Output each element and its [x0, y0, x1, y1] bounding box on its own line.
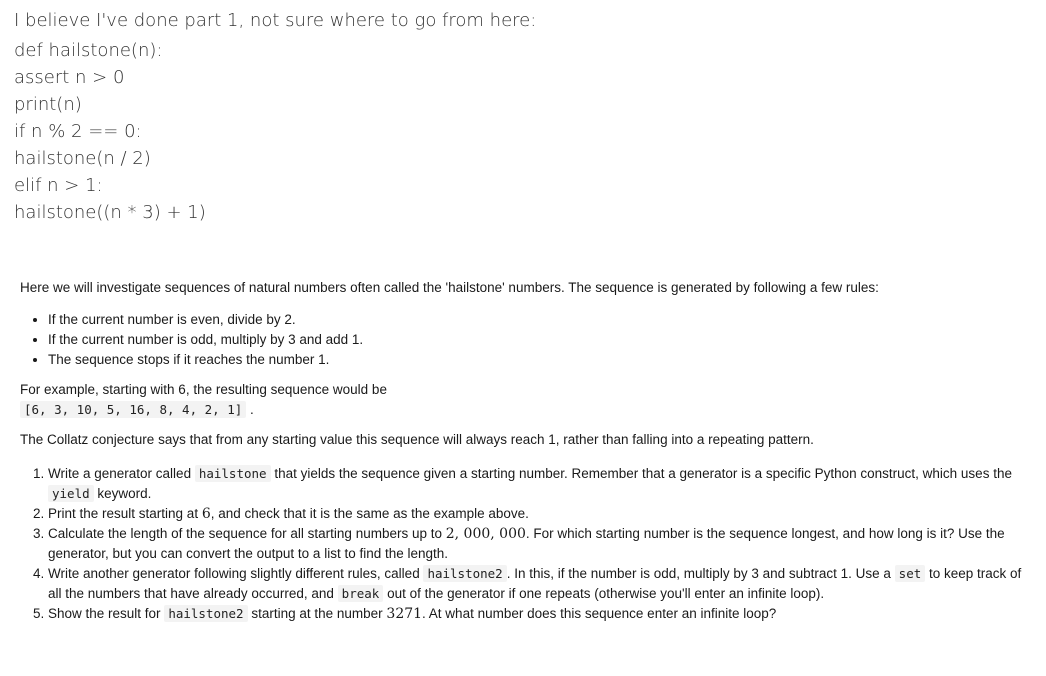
inline-code: set — [895, 565, 926, 582]
task-text: to keep track of all the numbers that have already occurred, and — [48, 566, 1022, 601]
rule-item: • The sequence stops if it reaches the number 1. — [48, 350, 1030, 370]
task-text: Show the result for — [48, 606, 165, 621]
task-item-1 — [48, 464, 1030, 504]
task-text: Write a generator called — [48, 466, 195, 481]
example-text: For example, starting with 6, the resulting sequence would be — [20, 382, 387, 397]
task-text: . In this, if the number is odd, multiply by 3 and subtract 1. Use a — [506, 566, 895, 581]
question-intro: I believe I've done part 1, not sure where to go from here: — [14, 10, 537, 31]
inline-code: hailstone2 — [164, 605, 247, 622]
collatz-text: The Collatz conjecture says that from any starting value this sequence will always reach 1, rather than falling into a repeating pattern. — [20, 432, 814, 447]
task-item-2 — [48, 504, 1030, 524]
rule-item: • If the current number is odd, multiply by 3 and add 1. — [48, 330, 1030, 350]
task-text: starting at the number — [247, 606, 387, 621]
rules-list — [20, 310, 1030, 370]
question-post — [14, 8, 1034, 227]
task-text: that yields the sequence given a starting number. Remember that a generator is a specific Python construct, which uses the — [270, 466, 1012, 481]
code-line: if n % 2 == 0: — [14, 121, 142, 142]
task-text: Print the result starting at — [48, 506, 202, 521]
inline-code: yield — [48, 485, 94, 502]
example-sequence-line — [20, 400, 1030, 420]
code-line: def hailstone(n): — [14, 40, 163, 61]
math-number: 3271 — [386, 606, 423, 622]
math-number: 2, 000, 000 — [445, 526, 526, 542]
task-item-5 — [48, 604, 1030, 624]
inline-code: hailstone — [195, 465, 271, 482]
task-item-3 — [48, 524, 1030, 564]
task-text: . For which starting number is the sequence longest, and how long is it? Use the generator, but you can convert the output to a list to find the length. — [48, 526, 1005, 561]
inline-code: hailstone2 — [423, 565, 506, 582]
task-text: Write another generator following slightly different rules, called — [48, 566, 424, 581]
code-line: hailstone(n / 2) — [14, 148, 151, 169]
code-line: print(n) — [14, 94, 82, 115]
task-text: . At what number does this sequence enter an infinite loop? — [422, 606, 777, 621]
math-number: 6 — [201, 506, 211, 522]
code-line: elif n > 1: — [14, 175, 103, 196]
assignment-intro: Here we will investigate sequences of natural numbers often called the 'hailstone' numbers. The sequence is generated by following a few rules: — [20, 280, 879, 295]
code-line: hailstone((n * 3) + 1) — [14, 202, 206, 223]
assignment-text — [20, 278, 1030, 624]
inline-code: break — [338, 585, 384, 602]
example-sequence-code: [6, 3, 10, 5, 16, 8, 4, 2, 1] — [20, 401, 246, 418]
rule-item: • If the current number is even, divide by 2. — [48, 310, 1030, 330]
example-period: . — [250, 402, 254, 417]
tasks-list — [20, 464, 1030, 624]
task-text: , and check that it is the same as the example above. — [210, 506, 529, 521]
task-text: keyword. — [93, 486, 152, 501]
task-text: out of the generator if one repeats (otherwise you'll enter an infinite loop). — [383, 586, 825, 601]
task-item-4 — [48, 564, 1030, 604]
task-text: Calculate the length of the sequence for all starting numbers up to — [48, 526, 446, 541]
code-line: assert n > 0 — [14, 67, 125, 88]
